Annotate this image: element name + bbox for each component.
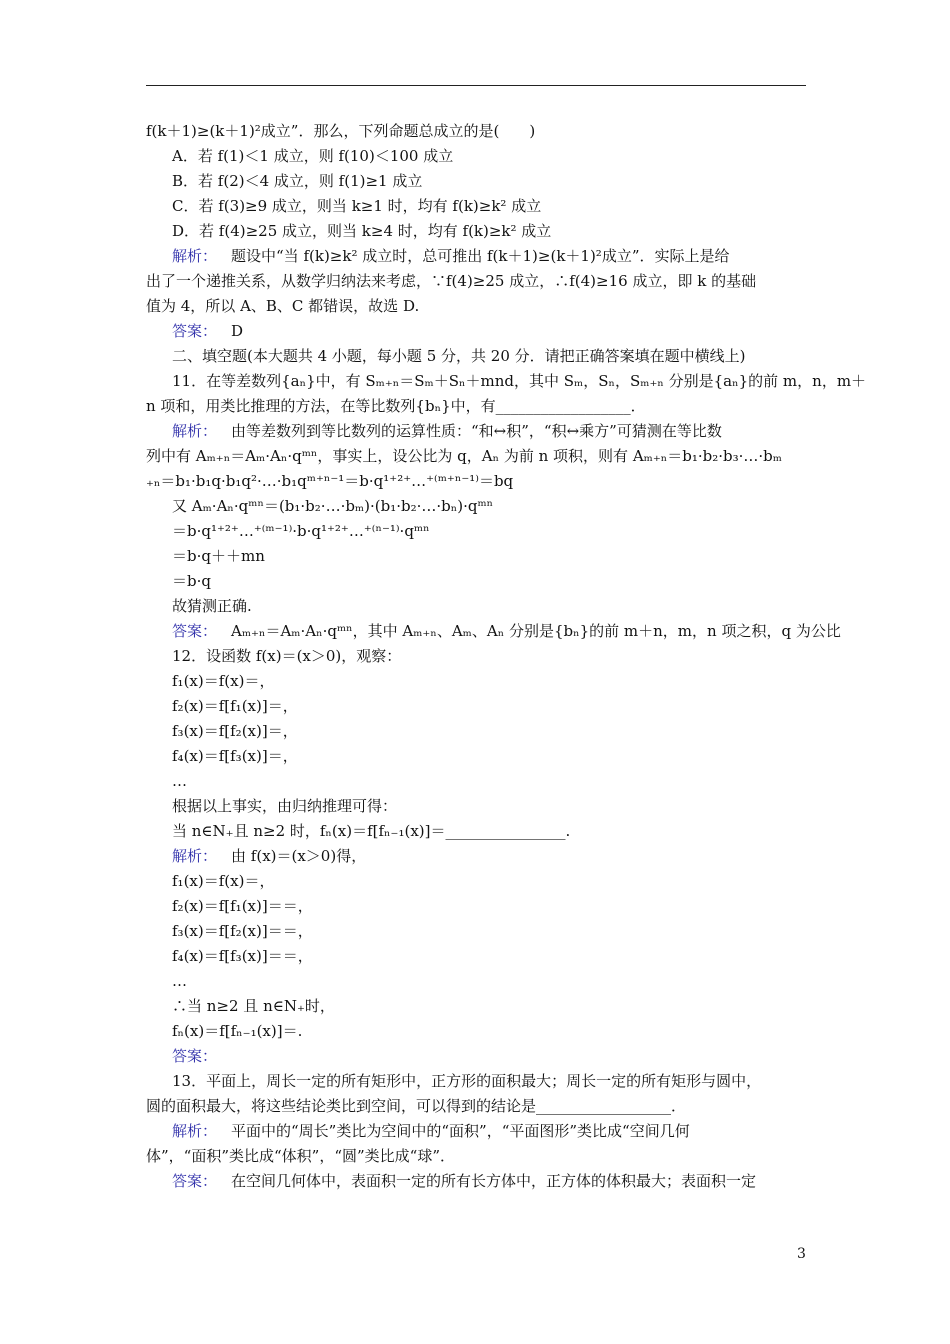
- line-text: 12．设函数 f(x)＝(x＞0)，观察：: [172, 647, 402, 665]
- text-line: [172, 821, 808, 841]
- text-line: [146, 446, 808, 466]
- section-label: 答案：: [172, 322, 218, 340]
- line-text: 由 f(x)＝(x＞0)得，: [231, 847, 367, 865]
- text-line: [172, 896, 808, 916]
- text-line: [172, 496, 808, 516]
- text-line: [146, 296, 808, 316]
- line-text: 出了一个递推关系，从数学归纳法来考虑，∵f(4)≥25 成立，∴f(4)≥16 成立，即 k 的基础: [146, 272, 757, 290]
- text-line: [172, 371, 867, 391]
- header-rule: [146, 85, 806, 86]
- line-text: 平面中的“周长”类比为空间中的“面积”，“平面图形”类比成“空间几何: [231, 1122, 690, 1140]
- line-text: 圆的面积最大，将这些结论类比到空间，可以得到的结论是__________________．: [146, 1097, 687, 1115]
- text-line: [172, 946, 808, 966]
- line-text: 故猜测正确.: [172, 597, 252, 615]
- line-text: Aₘ₊ₙ＝Aₘ·Aₙ·qᵐⁿ，其中 Aₘ₊ₙ、Aₘ、Aₙ 分别是{bₙ}的前 m＋n，m，n 项之积，q 为公比: [231, 622, 841, 640]
- line-text: …: [172, 772, 187, 790]
- labeled-line: [172, 846, 808, 866]
- line-text: ＝b·q＋＋mn: [172, 547, 265, 565]
- section-label: 答案：: [172, 1047, 218, 1065]
- line-text: D．若 f(4)≥25 成立，则当 k≥4 时，均有 f(k)≥k² 成立: [172, 222, 552, 240]
- line-text: f₄(x)＝f[f₃(x)]＝＝，: [172, 947, 313, 965]
- text-line: [172, 146, 808, 166]
- line-text: B．若 f(2)＜4 成立，则 f(1)≥1 成立: [172, 172, 423, 190]
- text-line: [172, 771, 808, 791]
- line-text: n 项和，用类比推理的方法，在等比数列{bₙ}中，有__________________．: [146, 397, 646, 415]
- line-text: 值为 4，所以 A、B、C 都错误，故选 D.: [146, 297, 420, 315]
- text-line: [172, 196, 808, 216]
- labeled-line: [172, 246, 808, 266]
- section-label: 解析：: [172, 247, 218, 265]
- line-text: A．若 f(1)＜1 成立，则 f(10)＜100 成立: [172, 147, 454, 165]
- text-line: [172, 521, 808, 541]
- text-line: [172, 221, 808, 241]
- text-line: [172, 796, 808, 816]
- line-text: f₂(x)＝f[f₁(x)]＝，: [172, 697, 298, 715]
- text-line: [146, 121, 808, 141]
- labeled-line: [172, 621, 841, 641]
- line-text: D: [231, 322, 244, 340]
- text-line: [146, 471, 808, 491]
- section-label: 解析：: [172, 1122, 218, 1140]
- line-text: f₁(x)＝f(x)＝，: [172, 672, 275, 690]
- text-line: [146, 1146, 808, 1166]
- text-line: [172, 646, 808, 666]
- page-number: 3: [797, 1246, 806, 1262]
- text-line: [172, 746, 808, 766]
- labeled-line: [172, 1171, 808, 1191]
- labeled-line: [172, 321, 808, 341]
- line-text: 列中有 Aₘ₊ₙ＝Aₘ·Aₙ·qᵐⁿ，事实上，设公比为 q，Aₙ 为前 n 项积，则有 Aₘ₊ₙ＝b₁·b₂·b₃·…·bₘ: [146, 447, 782, 465]
- line-text: 由等差数列到等比数列的运算性质：“和↔积”，“积↔乘方”可猜测在等比数: [231, 422, 722, 440]
- line-text: 体”，“面积”类比成“体积”，“圆”类比成“球”．: [146, 1147, 456, 1165]
- line-text: f(k＋1)≥(k＋1)²成立”．那么，下列命题总成立的是( ): [146, 122, 536, 140]
- text-line: [172, 921, 808, 941]
- line-text: fₙ(x)＝f[fₙ₋₁(x)]＝.: [172, 1022, 303, 1040]
- text-line: [172, 671, 808, 691]
- line-text: 13．平面上，周长一定的所有矩形中，正方形的面积最大；周长一定的所有矩形与圆中，: [172, 1072, 762, 1090]
- text-line: [172, 346, 808, 366]
- line-text: C．若 f(3)≥9 成立，则当 k≥1 时，均有 f(k)≥k² 成立: [172, 197, 542, 215]
- text-line: [172, 596, 808, 616]
- line-text: f₂(x)＝f[f₁(x)]＝＝，: [172, 897, 313, 915]
- labeled-line: [172, 1121, 808, 1141]
- line-text: f₁(x)＝f(x)＝，: [172, 872, 275, 890]
- labeled-line: [172, 421, 808, 441]
- labeled-line: [172, 1046, 808, 1066]
- line-text: 在空间几何体中，表面积一定的所有长方体中，正方体的体积最大；表面积一定: [231, 1172, 757, 1190]
- text-line: [146, 396, 808, 416]
- line-text: f₃(x)＝f[f₂(x)]＝＝，: [172, 922, 313, 940]
- line-text: f₃(x)＝f[f₂(x)]＝，: [172, 722, 298, 740]
- section-label: 解析：: [172, 422, 218, 440]
- line-text: …: [172, 972, 187, 990]
- line-text: ＝b·q¹⁺²⁺…⁺⁽ᵐ⁻¹⁾·b·q¹⁺²⁺…⁺⁽ⁿ⁻¹⁾·qᵐⁿ: [172, 522, 430, 540]
- text-line: [146, 271, 808, 291]
- text-line: [172, 696, 808, 716]
- section-label: 答案：: [172, 622, 218, 640]
- line-text: 根据以上事实，由归纳推理可得：: [172, 797, 398, 815]
- line-text: 11．在等差数列{aₙ}中，有 Sₘ₊ₙ＝Sₘ＋Sₙ＋mnd，其中 Sₘ，Sₙ，Sₘ₊ₙ 分别是{aₙ}的前 m，n，m＋: [172, 372, 867, 390]
- line-text: 又 Aₘ·Aₙ·qᵐⁿ＝(b₁·b₂·…·bₘ)·(b₁·b₂·…·bₙ)·qᵐⁿ: [172, 497, 494, 515]
- line-text: ＝b·q: [172, 572, 211, 590]
- section-label: 答案：: [172, 1172, 218, 1190]
- text-line: [172, 721, 808, 741]
- text-line: [146, 1096, 808, 1116]
- text-line: [172, 546, 808, 566]
- line-text: ∴当 n≥2 且 n∈N₊时，: [172, 997, 335, 1015]
- text-line: [172, 871, 808, 891]
- text-line: [172, 996, 808, 1016]
- text-line: [172, 171, 808, 191]
- line-text: 当 n∈N₊且 n≥2 时，fₙ(x)＝f[fₙ₋₁(x)]＝________________.: [172, 822, 571, 840]
- text-line: [172, 1071, 808, 1091]
- text-line: [172, 971, 808, 991]
- line-text: ₊ₙ＝b₁·b₁q·b₁q²·…·b₁qᵐ⁺ⁿ⁻¹＝b·q¹⁺²⁺…⁺⁽ᵐ⁺ⁿ⁻¹⁾＝bq: [146, 472, 514, 490]
- section-label: 解析：: [172, 847, 218, 865]
- text-line: [172, 1021, 808, 1041]
- line-text: 二、填空题(本大题共 4 小题，每小题 5 分，共 20 分．请把正确答案填在题中横线上): [172, 347, 746, 365]
- line-text: f₄(x)＝f[f₃(x)]＝，: [172, 747, 298, 765]
- line-text: 题设中“当 f(k)≥k² 成立时，总可推出 f(k＋1)≥(k＋1)²成立”．实际上是给: [231, 247, 730, 265]
- text-line: [172, 571, 808, 591]
